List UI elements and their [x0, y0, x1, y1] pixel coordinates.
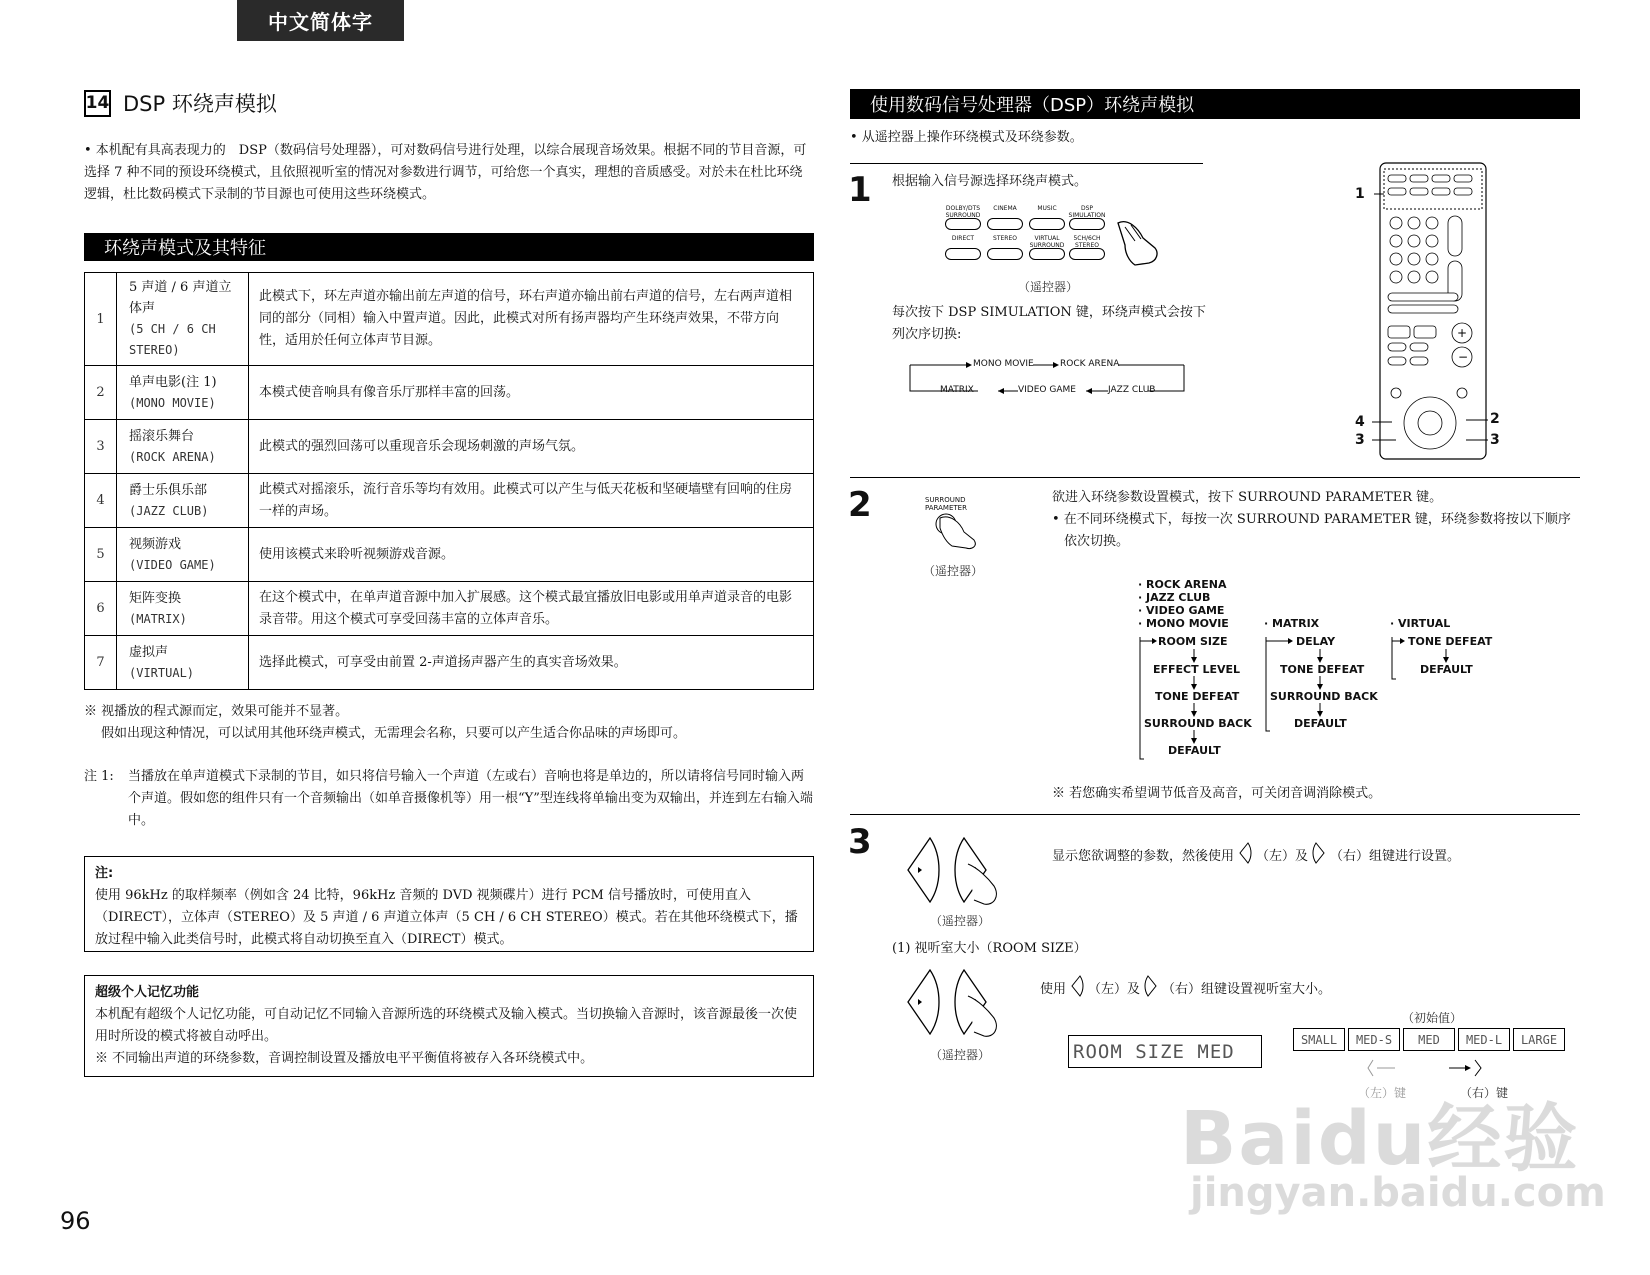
remote-button[interactable] [943, 235, 983, 260]
right-heading: 使用数码信号处理器（DSP）环绕声模拟 [850, 89, 1580, 119]
surround-parameter-button-label: SURROUND PARAMETER [925, 496, 967, 512]
remote-button-shape [945, 218, 981, 230]
dsp-button-grid [943, 205, 1143, 267]
remote-label-4: 4 [1355, 414, 1365, 430]
remote-button-label: DOLBY/DTS SURROUND [945, 205, 981, 217]
g3-tone-defeat: TONE DEFEAT [1408, 635, 1493, 648]
size-med-s: MED-S [1348, 1028, 1400, 1051]
mode-name [117, 582, 249, 636]
step3-text-a: 显示您欲调整的参数，然後使用 [1052, 849, 1235, 864]
remote-button-shape [945, 248, 981, 260]
step2-note: ※ 若您确实希望调节低音及高音，可关闭音调消除模式。 [1052, 786, 1382, 801]
section-number: 14 [84, 90, 111, 117]
left-right-buttons-icon-2 [902, 966, 1012, 1042]
cycle-jazz-club: JAZZ CLUB [1108, 385, 1156, 395]
step3-caption: （遥控器） [930, 914, 991, 928]
g2-surround-back: SURROUND BACK [1270, 690, 1378, 703]
mode-number: 4 [85, 474, 117, 528]
step3-number: 3 [848, 822, 872, 862]
mode-name [117, 528, 249, 582]
remote-button-label: 5CH/6CH STEREO [1073, 235, 1101, 247]
remote-button[interactable] [943, 205, 983, 230]
step2-number: 2 [848, 485, 872, 525]
remote-button[interactable] [1067, 205, 1107, 230]
step1-cycle-text: 每次按下 DSP SIMULATION 键，环绕声模式会按下列次序切换: [892, 305, 1206, 342]
mode-cycle-diagram [908, 357, 1188, 397]
mode-name-en: (ROCK ARENA) [129, 449, 216, 464]
mode-row [85, 582, 814, 636]
watermark-url: jingyan.baidu.com [1190, 1170, 1606, 1216]
g3-default: DEFAULT [1420, 663, 1473, 676]
watermark-logo: Baidu经验 [1180, 1096, 1580, 1182]
step1-caption: （遥控器） [1018, 280, 1079, 294]
mode-name [117, 420, 249, 474]
size-arrows [1365, 1058, 1485, 1078]
note-box-96khz [84, 856, 814, 952]
g2-delay: DELAY [1296, 635, 1336, 648]
mode-description: 使用该模式来聆听视频游戏音源。 [249, 528, 814, 582]
size-med-l: MED-L [1458, 1028, 1510, 1051]
mode-name-zh: 摇滚乐舞台 [129, 428, 195, 444]
note-1-label: 注 1: [84, 769, 114, 784]
mode-name [117, 636, 249, 690]
size-large: LARGE [1513, 1028, 1565, 1051]
step3-text [1052, 841, 1460, 873]
remote-button[interactable] [985, 205, 1025, 230]
mode-name-en: (JAZZ CLUB) [129, 503, 209, 518]
mode-description: 选择此模式，可享受由前置 2-声道扬声器产生的真实音场效果。 [249, 636, 814, 690]
asterisk-note-1: ※ 视播放的程式源而定，效果可能并不显著。 [84, 704, 349, 719]
section-title-text: DSP 环绕声模拟 [123, 92, 277, 116]
room-size-title: (1) 视听室大小（ROOM SIZE） [892, 941, 1087, 956]
intro-paragraph: • 本机配有具高表现力的 DSP（数码信号处理器），可对数码信号进行处理，以综合展现音场效果。根据不同的节目音源，可选择 7 种不同的预设环绕模式，且依照视听室的情况对参数进行调节，可给您一个真实，理想的音质感受。对於未在杜比环绕逻辑，杜比数码模式下录制的节目源也可使用这些环绕模式。 [84, 143, 807, 202]
asterisk-note [84, 701, 814, 745]
modes-heading: 环绕声模式及其特征 [84, 233, 814, 261]
mode-name-en: (MATRIX) [129, 611, 187, 626]
mode-name [117, 366, 249, 420]
g2-default: DEFAULT [1294, 717, 1347, 730]
remote-button-shape [1069, 218, 1105, 230]
remote-button-shape [987, 218, 1023, 230]
g1-tone-defeat: TONE DEFEAT [1155, 690, 1240, 703]
remote-button-label: CINEMA [993, 205, 1017, 212]
mode-name-en: (MONO MOVIE) [129, 395, 216, 410]
room-size-options [1293, 1028, 1565, 1051]
remote-label-3-left: 3 [1355, 432, 1365, 448]
note-1-text: 当播放在单声道模式下录制的节目，如只将信号输入一个声道（左或右）音响也将是单边的，所以请将信号同时输入两个声道。假如您的组件只有一个音频输出（如单音摄像机等）用一根“Y”型连线将单输出变为双输出，并连到左右输入端中。 [128, 769, 813, 828]
remote-callout-lines [1366, 190, 1526, 450]
room-size-display: ROOM SIZE MED [1068, 1035, 1262, 1068]
mode-description: 此模式下，环左声道亦输出前左声道的信号，环右声道亦输出前右声道的信号，左右两声道相同的部分（同相）输入中置声道。因此，此模式对所有扬声器均产生环绕声效果，不带方向性，适用於任何立体声节目源。 [249, 273, 814, 366]
cycle-matrix: MATRIX [940, 385, 974, 395]
mode-name-en: (VIDEO GAME) [129, 557, 216, 572]
step1-text: 根据输入信号源选择环绕声模式。 [892, 174, 1088, 189]
room-size-left-text: （左）及 [1088, 982, 1141, 997]
g1-effect-level: EFFECT LEVEL [1153, 663, 1241, 676]
step3-caption-2: （遥控器） [930, 1048, 991, 1062]
group1-mode-mono: · MONO MOVIE [1138, 617, 1229, 630]
surround-parameter-hand-icon [930, 510, 990, 550]
remote-button-label: MUSIC [1037, 205, 1057, 212]
remote-button-label: VIRTUAL SURROUND [1029, 235, 1065, 247]
g1-surround-back: SURROUND BACK [1144, 717, 1252, 730]
remote-button-label: STEREO [993, 235, 1017, 242]
mode-name-zh: 爵士乐俱乐部 [129, 482, 208, 498]
step1-divider [850, 163, 1203, 164]
group1-mode-rock: · ROCK ARENA [1138, 578, 1227, 591]
mode-name [117, 273, 249, 366]
mode-description: 本模式使音响具有像音乐厅那样丰富的回荡。 [249, 366, 814, 420]
remote-button[interactable] [985, 235, 1025, 260]
right-subtitle: • 从遥控器上操作环绕模式及环绕参数。 [850, 130, 1083, 145]
initial-value-label: （初始值） [1402, 1011, 1463, 1025]
note-box-title: 注: [95, 866, 114, 881]
mode-description: 在这个模式中，在单声道音源中加入扩展感。这个模式最宜播放旧电影或用单声道录音的电影录音带。用这个模式可享受回荡丰富的立体声音乐。 [249, 582, 814, 636]
remote-label-2: 2 [1490, 411, 1500, 427]
svg-text:−: − [1458, 350, 1469, 364]
step2-caption: （遥控器） [923, 564, 984, 578]
room-size-right-text: （右）组键设置视听室大小。 [1162, 982, 1332, 997]
step1-number: 1 [848, 170, 872, 210]
group1-mode-jazz: · JAZZ CLUB [1138, 591, 1211, 604]
step2-text-1: 欲进入环绕参数设置模式，按下 SURROUND PARAMETER 键。 [1052, 490, 1443, 505]
section-title [84, 88, 277, 118]
remote-button-shape [1029, 248, 1065, 260]
asterisk-note-2: 假如出现这种情况，可以试用其他环绕声模式，无需理会名称，只要可以产生适合你品味的声场即可。 [101, 726, 687, 741]
language-tab: 中文简体字 [237, 0, 404, 41]
step2-text-2: • 在不同环绕模式下，每按一次 SURROUND PARAMETER 键，环绕参数将按以下顺序依次切换。 [1052, 512, 1571, 549]
note-box-text: 使用 96kHz 的取样频率（例如含 24 比特，96kHz 音频的 DVD 视频碟片）进行 PCM 信号播放时，可使用直入（DIRECT），立体声（STEREO）及 5 声道 / 6 声道立体声（5 CH / 6 CH STEREO）模式。若在其他环绕模式下，播放过程中输入此类信号时，此模式将自动切换至直入（DIRECT）模式。 [95, 888, 798, 947]
parameter-flow-diagram [1138, 635, 1578, 765]
mode-number: 1 [85, 273, 117, 366]
g1-default: DEFAULT [1168, 744, 1221, 757]
room-size-use: 使用 [1040, 982, 1067, 997]
remote-button-shape [1029, 218, 1065, 230]
memory-box [84, 975, 814, 1077]
step3-right-key-text: （右）组键进行设置。 [1330, 849, 1461, 864]
mode-row [85, 273, 814, 366]
memory-box-text: 本机配有超级个人记忆功能，可自动记忆不同输入音源所选的环绕模式及输入模式。当切换输入音源时，该音源最後一次使用时所设的模式将被自动呼出。 [95, 1007, 798, 1044]
right-key-icon-2 [1144, 974, 1158, 1006]
group1-modes [1138, 578, 1229, 630]
mode-row [85, 474, 814, 528]
remote-button-label: DIRECT [951, 235, 975, 242]
mode-row [85, 636, 814, 690]
mode-name-zh: 5 声道 / 6 声道立体声 [129, 280, 232, 316]
group3-mode: · VIRTUAL [1390, 617, 1451, 630]
memory-box-title: 超级个人记忆功能 [95, 985, 200, 1000]
g2-tone-defeat: TONE DEFEAT [1280, 663, 1365, 676]
remote-button-shape [1069, 248, 1105, 260]
mode-name [117, 474, 249, 528]
mode-description: 此模式对摇滚乐，流行音乐等均有效用。此模式可以产生与低天花板和坚硬墙壁有回响的住房一样的声场。 [249, 474, 814, 528]
mode-name-en: (VIRTUAL) [129, 665, 195, 680]
mode-row [85, 420, 814, 474]
remote-button-label: DSP SIMULATION [1068, 205, 1106, 217]
mode-number: 3 [85, 420, 117, 474]
left-key-icon [1238, 841, 1252, 873]
mode-number: 6 [85, 582, 117, 636]
cycle-mono-movie: MONO MOVIE [973, 359, 1034, 369]
cycle-rock-arena: ROCK ARENA [1060, 359, 1120, 369]
mode-description: 此模式的强烈回荡可以重现音乐会现场刺激的声场气氛。 [249, 420, 814, 474]
left-right-buttons-icon [902, 834, 1012, 910]
remote-button[interactable] [1027, 205, 1067, 230]
hand-press-icon [1113, 213, 1163, 269]
mode-name-zh: 单声电影(注 1) [129, 374, 217, 390]
left-key-label: （左）键 [1358, 1086, 1407, 1100]
mode-row [85, 366, 814, 420]
left-key-icon-2 [1070, 974, 1084, 1006]
step3-left-key-text: （左）及 [1256, 849, 1309, 864]
remote-button[interactable] [1067, 235, 1107, 260]
note-1 [84, 766, 814, 832]
page-number: 96 [60, 1207, 91, 1235]
right-key-label: （右）键 [1460, 1086, 1509, 1100]
remote-button-shape [987, 248, 1023, 260]
mode-number: 5 [85, 528, 117, 582]
mode-number: 2 [85, 366, 117, 420]
mode-name-zh: 矩阵变换 [129, 590, 182, 606]
right-key-icon [1312, 841, 1326, 873]
remote-label-1: 1 [1355, 186, 1365, 202]
mode-name-zh: 视频游戏 [129, 536, 182, 552]
size-med: MED [1403, 1028, 1455, 1051]
memory-box-note: ※ 不同输出声道的环绕参数，音调控制设置及播放电平平衡值将被存入各环绕模式中。 [95, 1051, 594, 1066]
cycle-video-game: VIDEO GAME [1018, 385, 1076, 395]
remote-label-3-right: 3 [1490, 432, 1500, 448]
size-small: SMALL [1293, 1028, 1345, 1051]
g1-room-size: ROOM SIZE [1158, 635, 1228, 648]
step2-divider [850, 477, 1580, 478]
modes-table [84, 272, 814, 690]
mode-name-zh: 虚拟声 [129, 644, 169, 660]
mode-row [85, 528, 814, 582]
group1-mode-video: · VIDEO GAME [1138, 604, 1225, 617]
remote-button[interactable] [1027, 235, 1067, 260]
room-size-text [1040, 974, 1331, 1006]
mode-number: 7 [85, 636, 117, 690]
mode-name-en: (5 CH / 6 CH STEREO) [129, 322, 216, 357]
group2-mode: · MATRIX [1264, 617, 1320, 630]
step3-divider [850, 814, 1580, 815]
svg-text:+: + [1457, 326, 1468, 340]
